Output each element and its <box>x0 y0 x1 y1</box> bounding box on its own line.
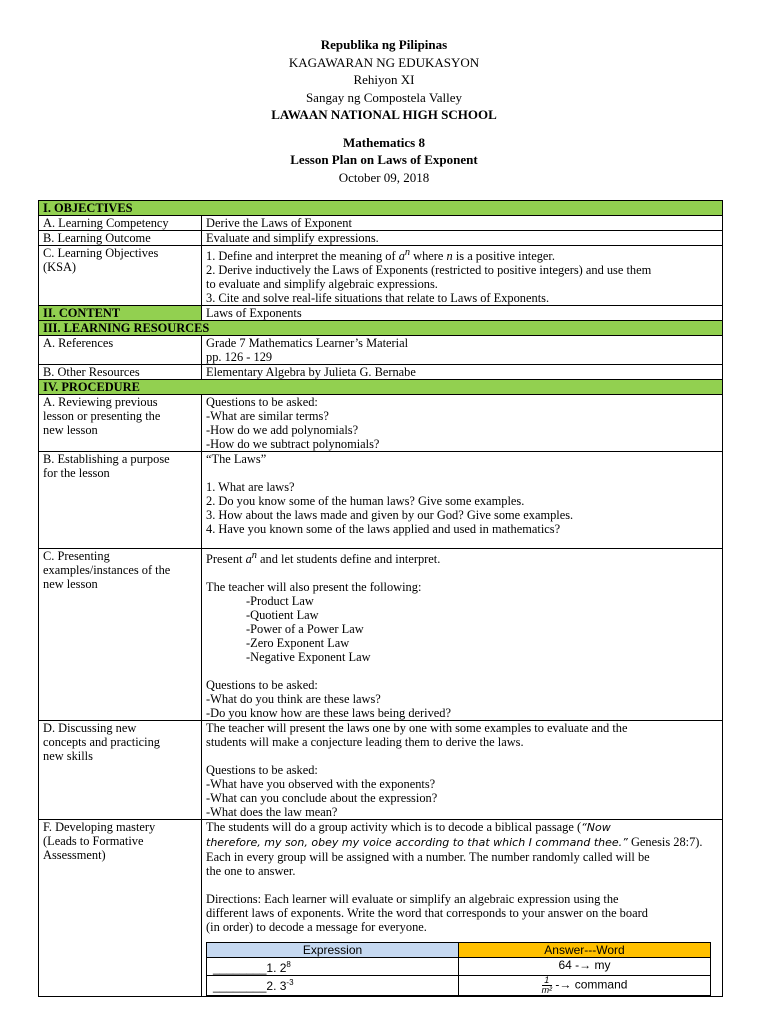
section-procedure <box>39 380 723 395</box>
row-value: The students will do a group activity which is to decode a biblical passage (“Now therefore, my son, obey my voice according to that which I command thee.” Genesis 28:7). Each in every group will be assigned with a number. The number randomly called will be the one to answer. Directions: Each learner will evaluate or simplify an algebraic expression using the different laws of exponents. Write the word that corresponds to your answer on the board (in order) to decode a message for everyone. Expression Answer---Word ________1. $2^8$ 64 -→ my ________2. $3^{-3}$ $\frac{1}{\text{m²}}$ -→ command <box>202 820 723 997</box>
table-row <box>39 216 723 231</box>
table-row <box>39 365 723 380</box>
column-header: Answer---Word <box>459 943 711 958</box>
row-value: 1. Define and interpret the meaning of $a^n$ where n is a positive integer. 2. Derive inductively the Laws of Exponents (restricted to positive integers) and use them to evaluate and simplify algebraic expressions. 3. Cite and solve real-life situations that relate to Laws of Exponents. <box>202 246 723 306</box>
document-header <box>0 36 768 186</box>
row-label: B. Other Resources <box>39 365 202 380</box>
fraction: $\frac{1}{\text{m²}}$ <box>541 975 553 996</box>
section-objectives <box>39 201 723 216</box>
section-heading: II. CONTENT <box>39 306 202 321</box>
table-row <box>39 336 723 365</box>
row-value: Laws of Exponents <box>202 306 723 321</box>
row-label: C. Learning Objectives (KSA) <box>39 246 202 306</box>
row-value: Evaluate and simplify expressions. <box>202 231 723 246</box>
table-row <box>39 231 723 246</box>
table-row <box>39 549 723 721</box>
row-value: Present $a^n$ and let students define and interpret. The teacher will also present the following: -Product Law -Quotient Law -Power of a Power Law -Zero Exponent Law -Negative Exponent Law Questions to be asked: -What do you think are these laws? -Do you know how are these laws being derived? <box>202 549 723 721</box>
row-label: F. Developing mastery (Leads to Formative Assessment) <box>39 820 202 997</box>
table-row <box>207 958 711 976</box>
row-value: Questions to be asked: -What are similar terms? -How do we add polynomials? -How do we subtract polynomials? <box>202 395 723 452</box>
section-resources <box>39 321 723 336</box>
row-value: Grade 7 Mathematics Learner’s Material pp. 126 - 129 <box>202 336 723 365</box>
department-line: KAGAWARAN NG EDUKASYON <box>288 54 480 70</box>
lesson-plan-title: Lesson Plan on Laws of Exponent <box>290 152 478 167</box>
row-value: The teacher will present the laws one by one with some examples to evaluate and the students will make a conjecture leading them to derive the laws. Questions to be asked: -What have you observed with the exponents? -What can you conclude about the expression? -What does the law mean? <box>202 721 723 820</box>
lesson-plan-table <box>38 200 723 997</box>
answer-cell: 64 -→ my <box>459 958 711 976</box>
table-row <box>39 452 723 549</box>
table-row <box>39 820 723 997</box>
country-line: Republika ng Pilipinas <box>320 37 448 52</box>
answer-cell: $\frac{1}{\text{m²}}$ -→ command <box>459 976 711 996</box>
row-label: B. Learning Outcome <box>39 231 202 246</box>
section-content <box>39 306 723 321</box>
decode-activity-table <box>206 942 711 996</box>
section-heading: IV. PROCEDURE <box>39 380 723 395</box>
column-header: Expression <box>207 943 459 958</box>
table-row <box>39 246 723 306</box>
expression-cell: ________2. $3^{-3}$ <box>207 976 459 996</box>
division-line: Sangay ng Compostela Valley <box>305 89 463 105</box>
table-row <box>207 976 711 996</box>
section-heading: I. OBJECTIVES <box>39 201 723 216</box>
row-label: A. References <box>39 336 202 365</box>
row-label: C. Presenting examples/instances of the new lesson <box>39 549 202 721</box>
row-value: Derive the Laws of Exponent <box>202 216 723 231</box>
row-label: A. Reviewing previous lesson or presenting the new lesson <box>39 395 202 452</box>
table-row <box>39 395 723 452</box>
lesson-date: October 09, 2018 <box>338 169 430 185</box>
row-value: Elementary Algebra by Julieta G. Bernabe <box>202 365 723 380</box>
row-label: A. Learning Competency <box>39 216 202 231</box>
row-label: B. Establishing a purpose for the lesson <box>39 452 202 549</box>
row-value: “The Laws” 1. What are laws? 2. Do you know some of the human laws? Give some examples. 3. How about the laws made and given by our God? Give some examples. 4. Have you known some of the laws applied and used in mathematics? <box>202 452 723 549</box>
subject-title: Mathematics 8 <box>343 134 425 150</box>
table-row <box>39 721 723 820</box>
section-heading: III. LEARNING RESOURCES <box>39 321 723 336</box>
region-line: Rehiyon XI <box>353 72 415 87</box>
expression-cell: ________1. $2^8$ <box>207 958 459 976</box>
school-name: LAWAAN NATIONAL HIGH SCHOOL <box>271 107 497 122</box>
row-label: D. Discussing new concepts and practicing new skills <box>39 721 202 820</box>
